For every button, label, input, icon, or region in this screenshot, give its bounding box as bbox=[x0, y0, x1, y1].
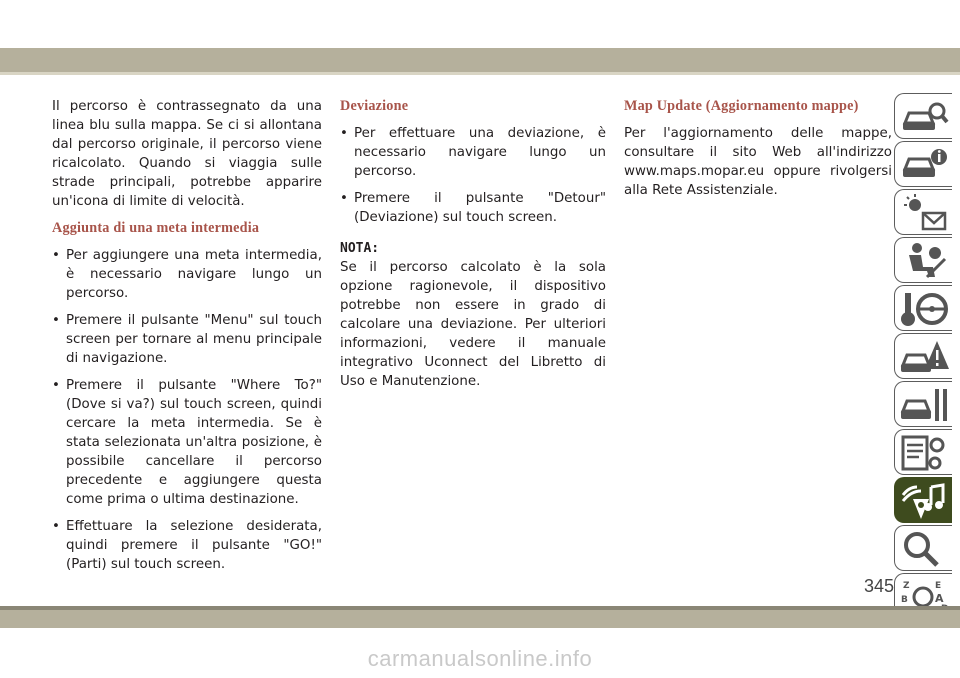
column-middle bbox=[340, 97, 606, 391]
letter: A bbox=[935, 592, 944, 605]
page-number: 345 bbox=[863, 576, 894, 596]
tab-key-steering[interactable] bbox=[894, 285, 952, 331]
multimedia-icon bbox=[899, 481, 949, 521]
key-steering-wheel-icon bbox=[899, 289, 949, 329]
note-text: Se il percorso calcolato è la sola opzione ragionevole, il dispositivo potrebbe non essere in grado di calcolare una deviazione. Per ulteriori informazioni, vedere il manuale integrativo Uconnect del Libretto di Uso e Manutenzione. bbox=[340, 260, 606, 389]
letter: Z bbox=[903, 581, 910, 591]
bottom-band bbox=[0, 610, 960, 628]
tab-car-info[interactable] bbox=[894, 141, 952, 187]
column-left bbox=[52, 97, 322, 582]
car-warning-icon bbox=[899, 337, 949, 377]
car-search-icon bbox=[899, 97, 949, 137]
watermark: carmanualsonline.info bbox=[367, 646, 593, 671]
tab-car-search[interactable] bbox=[894, 93, 952, 139]
column-right bbox=[624, 97, 892, 208]
tab-car-tools[interactable] bbox=[894, 381, 952, 427]
letter: E bbox=[935, 581, 942, 591]
tab-search-index[interactable] bbox=[894, 525, 952, 571]
bullet-item: • Premere il pulsante "Detour" (Deviazione) sul touch screen. bbox=[340, 191, 606, 225]
top-band bbox=[0, 48, 960, 72]
tab-car-warning[interactable] bbox=[894, 333, 952, 379]
tab-warning-lights[interactable] bbox=[894, 189, 952, 235]
heading-meta-intermedia: Aggiunta di una meta intermedia bbox=[52, 220, 260, 236]
bullet-item: • Premere il pulsante "Where To?" (Dove si va?) sul touch screen, quindi cercare la meta intermedia. Se è stata selezionata un'altra posizione, è possibile cancellare il percorso precedente e aggiungere questa come prima o ultima destinazione. bbox=[52, 378, 322, 507]
tab-specs[interactable] bbox=[894, 429, 952, 475]
bullet-item: • Per aggiungere una meta intermedia, è necessario navigare lungo un percorso. bbox=[52, 248, 322, 301]
specs-gear-icon bbox=[899, 433, 949, 473]
bullet-item: • Effettuare la selezione desiderata, quindi premere il pulsante "GO!" (Parti) sul touch screen. bbox=[52, 519, 322, 572]
bullet-item: • Per effettuare una deviazione, è necessario navigare lungo un percorso. bbox=[340, 126, 606, 179]
heading-deviazione: Deviazione bbox=[340, 98, 409, 114]
map-update-paragraph: Per l'aggiornamento delle mappe, consultare il sito Web all'indirizzo www.maps.mopar.eu oppure rivolgersi alla Rete Assistenziale. bbox=[624, 126, 892, 198]
seat-airbag-icon bbox=[899, 241, 949, 281]
tab-multimedia[interactable] bbox=[894, 477, 952, 523]
top-margin bbox=[0, 0, 960, 48]
car-info-icon bbox=[899, 145, 949, 185]
bullet-item: • Premere il pulsante "Menu" sul touch screen per tornare al menu principale di navigazione. bbox=[52, 313, 322, 366]
top-band-edge bbox=[0, 72, 960, 75]
intro-paragraph: Il percorso è contrassegnato da una linea blu sulla mappa. Se ci si allontana dal percorso originale, il percorso viene ricalcolato. Quando si viaggia sulle strade principali, potrebbe apparire un'icona di limite di velocità. bbox=[52, 99, 322, 209]
heading-map-update: Map Update (Aggiornamento mappe) bbox=[624, 98, 859, 114]
warning-lights-message-icon bbox=[899, 193, 949, 233]
tab-seat-airbag[interactable] bbox=[894, 237, 952, 283]
letter: B bbox=[901, 595, 908, 605]
note-label: NOTA: bbox=[340, 241, 380, 256]
car-tools-icon bbox=[899, 385, 949, 425]
magnifier-index-icon bbox=[899, 529, 949, 569]
